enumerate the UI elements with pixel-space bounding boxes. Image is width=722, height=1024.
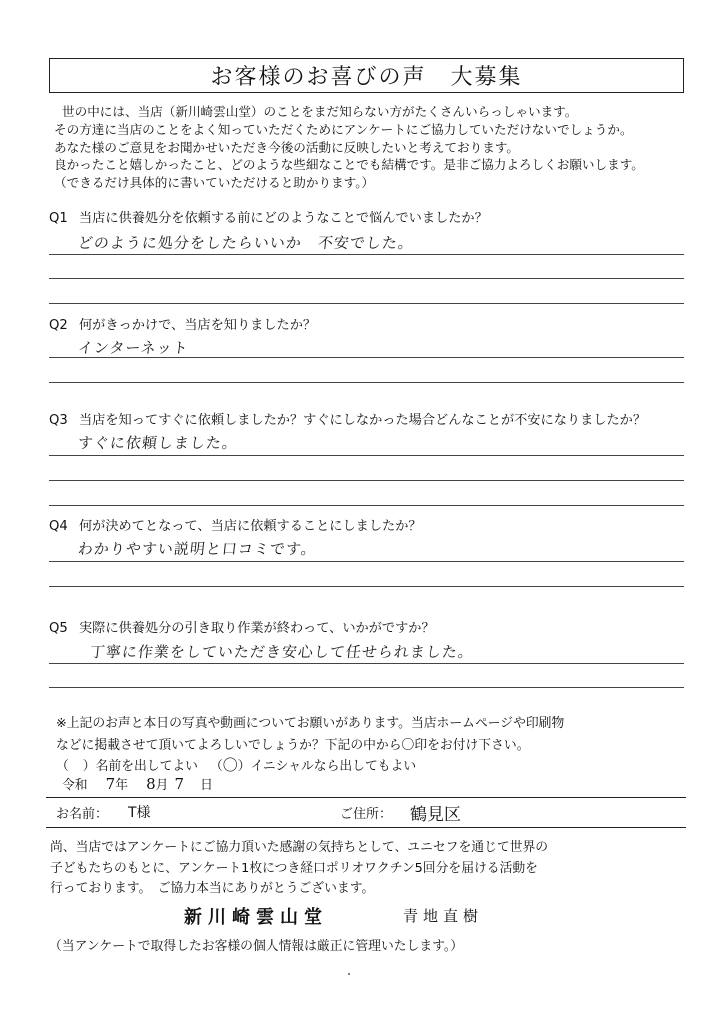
date-era: 令和 [62, 778, 88, 793]
question-5 [49, 617, 435, 636]
consent-options [56, 754, 416, 775]
name-label: お名前： [56, 807, 109, 822]
divider [46, 797, 686, 798]
answer-line [49, 586, 684, 587]
divider [46, 827, 686, 828]
address-value: 鶴見区 [410, 805, 461, 825]
question-text: 当店に供養処分を依頼する前にどのようなことで悩んでいましたか？ [79, 211, 488, 226]
answer-line [49, 278, 684, 279]
option-name-label: ）名前を出してよい [82, 759, 198, 774]
answer-line [49, 505, 684, 506]
date-year-unit: 年 [115, 778, 129, 793]
option-name-open: （ [56, 759, 69, 774]
consent-line-1: ※上記のお声と本日の写真や動画についてお願いがあります。当店ホームページや印刷物 [56, 716, 565, 731]
footer-line-2: 子どもたちのもとに、アンケート1枚につき経口ポリオワクチン5回分を届ける活動を [50, 861, 538, 876]
answer-line [49, 561, 684, 562]
intro-line: その方達に当店のことをよく知っていただくためにアンケートにご協力していただけないでしょうか。 [54, 121, 633, 137]
question-4 [49, 515, 422, 534]
question-number: Q3 [49, 413, 68, 428]
intro-line: あなた様のご意見をお聞かせいただき今後の活動に反映したいと考えております。 [54, 139, 519, 155]
question-text: 何がきっかけで、当店を知りましたか？ [79, 318, 317, 333]
intro-line: 良かったこと嬉しかったこと、どのような些細なことでも結構です。是非ご協力よろしくお願いします。 [54, 157, 644, 173]
question-3 [49, 409, 646, 428]
option-initial-label: ）イニシャルなら出してもよい [237, 759, 417, 774]
title-box [49, 58, 684, 93]
answer-line [49, 382, 684, 383]
answer-line [49, 303, 684, 304]
date-year: 7 [105, 775, 116, 793]
question-text: 実際に供養処分の引き取り作業が終わって、いかがですか？ [79, 621, 435, 636]
option-initial-mark[interactable]: 〇 [222, 756, 238, 774]
date-month-unit: 月 [155, 778, 169, 793]
date-day-unit: 日 [200, 778, 213, 793]
privacy-note: （当アンケートで取得したお客様の個人情報は厳正に管理いたします。） [49, 939, 464, 954]
answer-line [49, 254, 684, 255]
answer-2: インターネット [77, 339, 190, 357]
consent-line-2: などに掲載させて頂いてよろしいでしょうか？下記の中から〇印をお付け下さい。 [56, 738, 530, 753]
answer-5: 丁寧に作業をしていただき安心して任せられました。 [89, 643, 475, 661]
speck [348, 973, 350, 975]
question-text: 当店を知ってすぐに依頼しましたか？すぐにしなかった場合どんなことが不安になりましたか？ [79, 413, 647, 428]
answer-line [49, 687, 684, 688]
question-1 [49, 207, 488, 226]
footer-line-3: 行っております。 ご協力本当にありがとうございます。 [50, 881, 375, 896]
intro-text [54, 103, 644, 192]
question-text: 何が決めてとなって、当店に依頼することにしましたか？ [79, 519, 422, 534]
date-day: 7 [174, 775, 184, 793]
intro-line: （できるだけ具体的に書いていただけると助かります。） [54, 175, 375, 191]
company-name: 新川崎雲山堂 [184, 907, 328, 928]
question-number: Q4 [49, 519, 68, 534]
question-2 [49, 314, 316, 333]
intro-line: 世の中には、当店（新川崎雲山堂）のことをまだ知らない方がたくさんいらっしゃいます。 [62, 104, 578, 119]
representative-name: 青地直樹 [403, 907, 484, 925]
answer-4: わかりやすい説明と口コミです。 [77, 540, 318, 558]
page-title: お客様のお喜びの声 大募集 [210, 65, 523, 90]
answer-line [49, 480, 684, 481]
question-number: Q2 [49, 318, 68, 333]
answer-1: どのように処分をしたらいいか 不安でした。 [77, 234, 415, 252]
answer-line [49, 663, 684, 664]
name-value: T様 [128, 805, 151, 821]
option-initial-open: （ [209, 759, 223, 774]
date-row [62, 774, 213, 793]
question-number: Q5 [49, 621, 68, 636]
answer-line [49, 455, 684, 456]
date-month: 8 [146, 775, 156, 793]
address-label: ご住所： [340, 807, 393, 822]
answer-3: すぐに依頼しました。 [77, 434, 239, 452]
answer-line [49, 357, 684, 358]
question-number: Q1 [49, 211, 68, 226]
footer-line-1: 尚、当店ではアンケートにご協力頂いた感謝の気持ちとして、ユニセフを通じて世界の [50, 840, 549, 855]
